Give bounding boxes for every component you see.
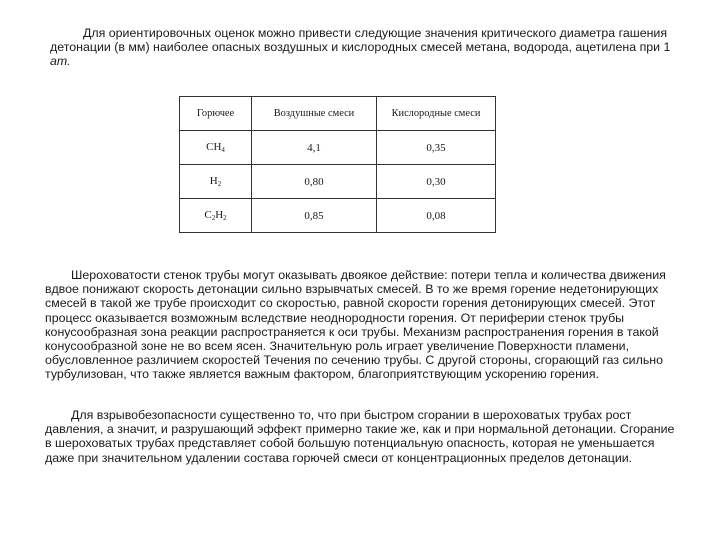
fuel-subscript: 2 [211, 214, 216, 222]
fuel-symbol: CH [206, 141, 222, 153]
intro-unit: ат. [50, 54, 71, 69]
fuel-symbol: H [209, 175, 218, 187]
table-row [180, 131, 496, 165]
fuel-symbol: C [204, 209, 212, 221]
oxygen-value-cell: 0,30 [377, 165, 496, 199]
air-value-cell: 0,85 [252, 199, 377, 233]
oxygen-value-cell: 0,08 [377, 199, 496, 233]
fuel-symbol-2: H [215, 209, 224, 221]
fuel-cell [180, 165, 252, 199]
fuel-subscript: 4 [221, 146, 225, 154]
fuel-cell [180, 131, 252, 165]
body-paragraph-safety: Для взрывобезопасности существенно то, что при быстром сгорании в шероховатых трубах рост давления, а значит, и разрушающий эффект примерно такие же, как и при нормальной детонации. Сгорание в шероховатых трубах представляет собой большую потенциальную опасность, которая не уменьшается даже при значительном удалении состава горючей смеси от концентрационных пределов детонации. [45, 408, 675, 465]
header-oxygen-mixtures: Кислородные смеси [377, 97, 496, 131]
air-value-cell: 4,1 [252, 131, 377, 165]
air-value-cell: 0,80 [252, 165, 377, 199]
critical-diameter-table [179, 96, 496, 233]
intro-paragraph [50, 26, 675, 69]
table-header-row [180, 97, 496, 131]
table-row [180, 199, 496, 233]
header-fuel: Горючее [180, 97, 252, 131]
body-paragraph-roughness: Шероховатости стенок трубы могут оказывать двоякое действие: потери тепла и количества движения вдвое понижают скорость детонации сильно взрывчатых смесей. В то же время горение недетонирующих смесей в такой же трубе происходит со скоростью, равной скорости горения детонирующих смесей. Этот процесс оказывается возможным вследствие неоднородности горения. От периферии стенок трубы конусообразная зона реакции распространяется к оси трубы. Механизм распространения горения в такой конусообразной зоне не во всем ясен. Значительную роль играет увеличение Поверхности пламени, обусловленное различием скоростей Течения по сечению трубы. С другой стороны, сгорающий газ сильно турбулизован, что также является важным фактором, благоприятствующим ускорению горения. [45, 268, 666, 382]
fuel-subscript: 2 [217, 180, 222, 188]
table-row [180, 165, 496, 199]
intro-text: Для ориентировочных оценок можно привести следующие значения критического диаметра гашения детонации (в мм) наиболее опасных воздушных и кислородных смесей метана, водорода, ацетилена при 1 [50, 26, 671, 55]
header-air-mixtures: Воздушные смеси [252, 97, 377, 131]
oxygen-value-cell: 0,35 [377, 131, 496, 165]
fuel-cell [180, 199, 252, 233]
fuel-subscript-2: 2 [223, 214, 227, 222]
